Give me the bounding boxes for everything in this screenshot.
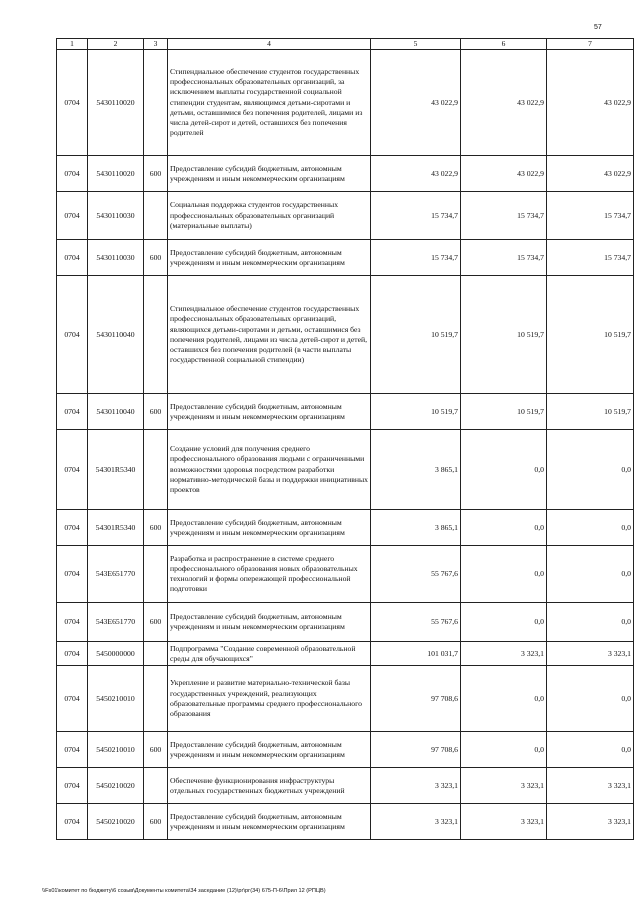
table-header-row (57, 39, 634, 50)
expense-type-cell (144, 768, 168, 804)
table-row (57, 276, 634, 394)
description-cell: Социальная поддержка студентов государственных профессиональных образовательных организаций (материальные выплаты) (168, 192, 371, 240)
description-cell: Разработка и распространение в системе среднего профессионального образования новых образовательных технологий и формы опережающей профессиональной подготовки (168, 546, 371, 603)
amount-year2-cell: 10 519,7 (461, 276, 547, 394)
section-code-cell: 0704 (57, 240, 88, 276)
amount-year1-cell: 15 734,7 (371, 192, 461, 240)
amount-year3-cell: 15 734,7 (547, 240, 634, 276)
amount-year3-cell: 0,0 (547, 603, 634, 642)
table-row (57, 240, 634, 276)
section-code-cell: 0704 (57, 732, 88, 768)
amount-year3-cell: 0,0 (547, 510, 634, 546)
section-code-cell: 0704 (57, 276, 88, 394)
description-cell: Предоставление субсидий бюджетным, автономным учреждениям и иным некоммерческим организациям (168, 240, 371, 276)
description-cell: Предоставление субсидий бюджетным, автономным учреждениям и иным некоммерческим организациям (168, 603, 371, 642)
amount-year3-cell: 0,0 (547, 732, 634, 768)
target-article-cell: 5450210010 (88, 666, 144, 732)
amount-year1-cell: 55 767,6 (371, 603, 461, 642)
amount-year2-cell: 10 519,7 (461, 394, 547, 430)
section-code-cell: 0704 (57, 603, 88, 642)
target-article-cell: 5430110020 (88, 156, 144, 192)
column-header: 3 (144, 39, 168, 50)
amount-year3-cell: 43 022,9 (547, 156, 634, 192)
expense-type-cell (144, 642, 168, 666)
amount-year2-cell: 0,0 (461, 732, 547, 768)
amount-year2-cell: 15 734,7 (461, 192, 547, 240)
amount-year1-cell: 43 022,9 (371, 50, 461, 156)
amount-year1-cell: 43 022,9 (371, 156, 461, 192)
column-header: 5 (371, 39, 461, 50)
column-header: 2 (88, 39, 144, 50)
amount-year1-cell: 55 767,6 (371, 546, 461, 603)
section-code-cell: 0704 (57, 394, 88, 430)
table-row (57, 156, 634, 192)
expense-type-cell: 600 (144, 804, 168, 840)
table-row (57, 642, 634, 666)
amount-year1-cell: 15 734,7 (371, 240, 461, 276)
file-path-footer: \\Fs01\комитет по бюджету\6 созыв\Документы комитета\34 заседание (12)\рг\рг(34) 675-П-6\Прил 12 (РПЦВ) (42, 888, 326, 894)
section-code-cell: 0704 (57, 546, 88, 603)
description-cell: Обеспечение функционирования инфраструктуры отдельных государственных бюджетных учреждений (168, 768, 371, 804)
table-row (57, 510, 634, 546)
table-row (57, 430, 634, 510)
section-code-cell: 0704 (57, 804, 88, 840)
page-number: 57 (594, 24, 602, 31)
amount-year2-cell: 43 022,9 (461, 50, 547, 156)
description-cell: Укрепление и развитие материально-технической базы государственных учреждений, реализующих образовательные программы среднего профессионального образования (168, 666, 371, 732)
target-article-cell: 5430110040 (88, 276, 144, 394)
description-cell: Предоставление субсидий бюджетным, автономным учреждениям и иным некоммерческим организациям (168, 804, 371, 840)
budget-table (56, 38, 634, 840)
amount-year2-cell: 3 323,1 (461, 642, 547, 666)
target-article-cell: 5430110030 (88, 240, 144, 276)
amount-year3-cell: 3 323,1 (547, 642, 634, 666)
table-row (57, 666, 634, 732)
target-article-cell: 5430110030 (88, 192, 144, 240)
column-header: 1 (57, 39, 88, 50)
column-header: 6 (461, 39, 547, 50)
column-header: 4 (168, 39, 371, 50)
amount-year1-cell: 10 519,7 (371, 276, 461, 394)
table-row (57, 546, 634, 603)
expense-type-cell (144, 50, 168, 156)
target-article-cell: 54301R5340 (88, 430, 144, 510)
amount-year3-cell: 10 519,7 (547, 276, 634, 394)
description-cell: Стипендиальное обеспечение студентов государственных профессиональных образовательных организаций, являющихся детьми-сиротами и детьми, оставшимися без попечения родителей, лицами из числа детей-сирот и детей, оставшихся без попечения родителей (в части выплаты государственной социальной стипендии) (168, 276, 371, 394)
section-code-cell: 0704 (57, 50, 88, 156)
description-cell: Предоставление субсидий бюджетным, автономным учреждениям и иным некоммерческим организациям (168, 156, 371, 192)
table-row (57, 50, 634, 156)
section-code-cell: 0704 (57, 192, 88, 240)
table-row (57, 768, 634, 804)
amount-year1-cell: 97 708,6 (371, 732, 461, 768)
target-article-cell: 5450210010 (88, 732, 144, 768)
section-code-cell: 0704 (57, 642, 88, 666)
amount-year1-cell: 10 519,7 (371, 394, 461, 430)
expense-type-cell (144, 666, 168, 732)
expense-type-cell: 600 (144, 156, 168, 192)
amount-year3-cell: 0,0 (547, 666, 634, 732)
amount-year2-cell: 15 734,7 (461, 240, 547, 276)
expense-type-cell (144, 192, 168, 240)
amount-year2-cell: 0,0 (461, 546, 547, 603)
amount-year3-cell: 15 734,7 (547, 192, 634, 240)
table-row (57, 732, 634, 768)
amount-year1-cell: 97 708,6 (371, 666, 461, 732)
table-row (57, 192, 634, 240)
description-cell: Создание условий для получения среднего профессионального образования людьми с ограниченными возможностями здоровья посредством разработки нормативно-методической базы и поддержки инициативных проектов (168, 430, 371, 510)
description-cell: Предоставление субсидий бюджетным, автономным учреждениям и иным некоммерческим организациям (168, 510, 371, 546)
amount-year1-cell: 3 323,1 (371, 804, 461, 840)
expense-type-cell: 600 (144, 732, 168, 768)
description-cell: Предоставление субсидий бюджетным, автономным учреждениям и иным некоммерческим организациям (168, 394, 371, 430)
section-code-cell: 0704 (57, 768, 88, 804)
expense-type-cell: 600 (144, 240, 168, 276)
amount-year3-cell: 10 519,7 (547, 394, 634, 430)
expense-type-cell: 600 (144, 603, 168, 642)
description-cell: Стипендиальное обеспечение студентов государственных профессиональных образовательных организаций, за исключением выплаты государственной социальной стипендии студентам, являющимся детьми-сиротами и детьми, оставшимися без попечения родителей, лицами из числа детей-сирот и детей, оставшихся без попечения родителей (168, 50, 371, 156)
table-row (57, 804, 634, 840)
amount-year2-cell: 0,0 (461, 430, 547, 510)
expense-type-cell (144, 546, 168, 603)
target-article-cell: 5450210020 (88, 768, 144, 804)
target-article-cell: 543E651770 (88, 603, 144, 642)
amount-year1-cell: 3 323,1 (371, 768, 461, 804)
section-code-cell: 0704 (57, 510, 88, 546)
amount-year1-cell: 3 865,1 (371, 510, 461, 546)
target-article-cell: 5430110040 (88, 394, 144, 430)
amount-year2-cell: 43 022,9 (461, 156, 547, 192)
amount-year3-cell: 3 323,1 (547, 768, 634, 804)
target-article-cell: 5450210020 (88, 804, 144, 840)
amount-year1-cell: 3 865,1 (371, 430, 461, 510)
description-cell: Подпрограмма "Создание современной образовательной среды для обучающихся" (168, 642, 371, 666)
amount-year3-cell: 0,0 (547, 546, 634, 603)
amount-year3-cell: 0,0 (547, 430, 634, 510)
table-row (57, 394, 634, 430)
amount-year3-cell: 43 022,9 (547, 50, 634, 156)
amount-year2-cell: 3 323,1 (461, 804, 547, 840)
target-article-cell: 543E651770 (88, 546, 144, 603)
expense-type-cell (144, 276, 168, 394)
target-article-cell: 5450000000 (88, 642, 144, 666)
amount-year3-cell: 3 323,1 (547, 804, 634, 840)
expense-type-cell (144, 430, 168, 510)
section-code-cell: 0704 (57, 666, 88, 732)
target-article-cell: 5430110020 (88, 50, 144, 156)
column-header: 7 (547, 39, 634, 50)
target-article-cell: 54301R5340 (88, 510, 144, 546)
amount-year2-cell: 3 323,1 (461, 768, 547, 804)
expense-type-cell: 600 (144, 510, 168, 546)
amount-year2-cell: 0,0 (461, 510, 547, 546)
description-cell: Предоставление субсидий бюджетным, автономным учреждениям и иным некоммерческим организациям (168, 732, 371, 768)
expense-type-cell: 600 (144, 394, 168, 430)
amount-year1-cell: 101 031,7 (371, 642, 461, 666)
section-code-cell: 0704 (57, 430, 88, 510)
amount-year2-cell: 0,0 (461, 603, 547, 642)
table-row (57, 603, 634, 642)
section-code-cell: 0704 (57, 156, 88, 192)
amount-year2-cell: 0,0 (461, 666, 547, 732)
